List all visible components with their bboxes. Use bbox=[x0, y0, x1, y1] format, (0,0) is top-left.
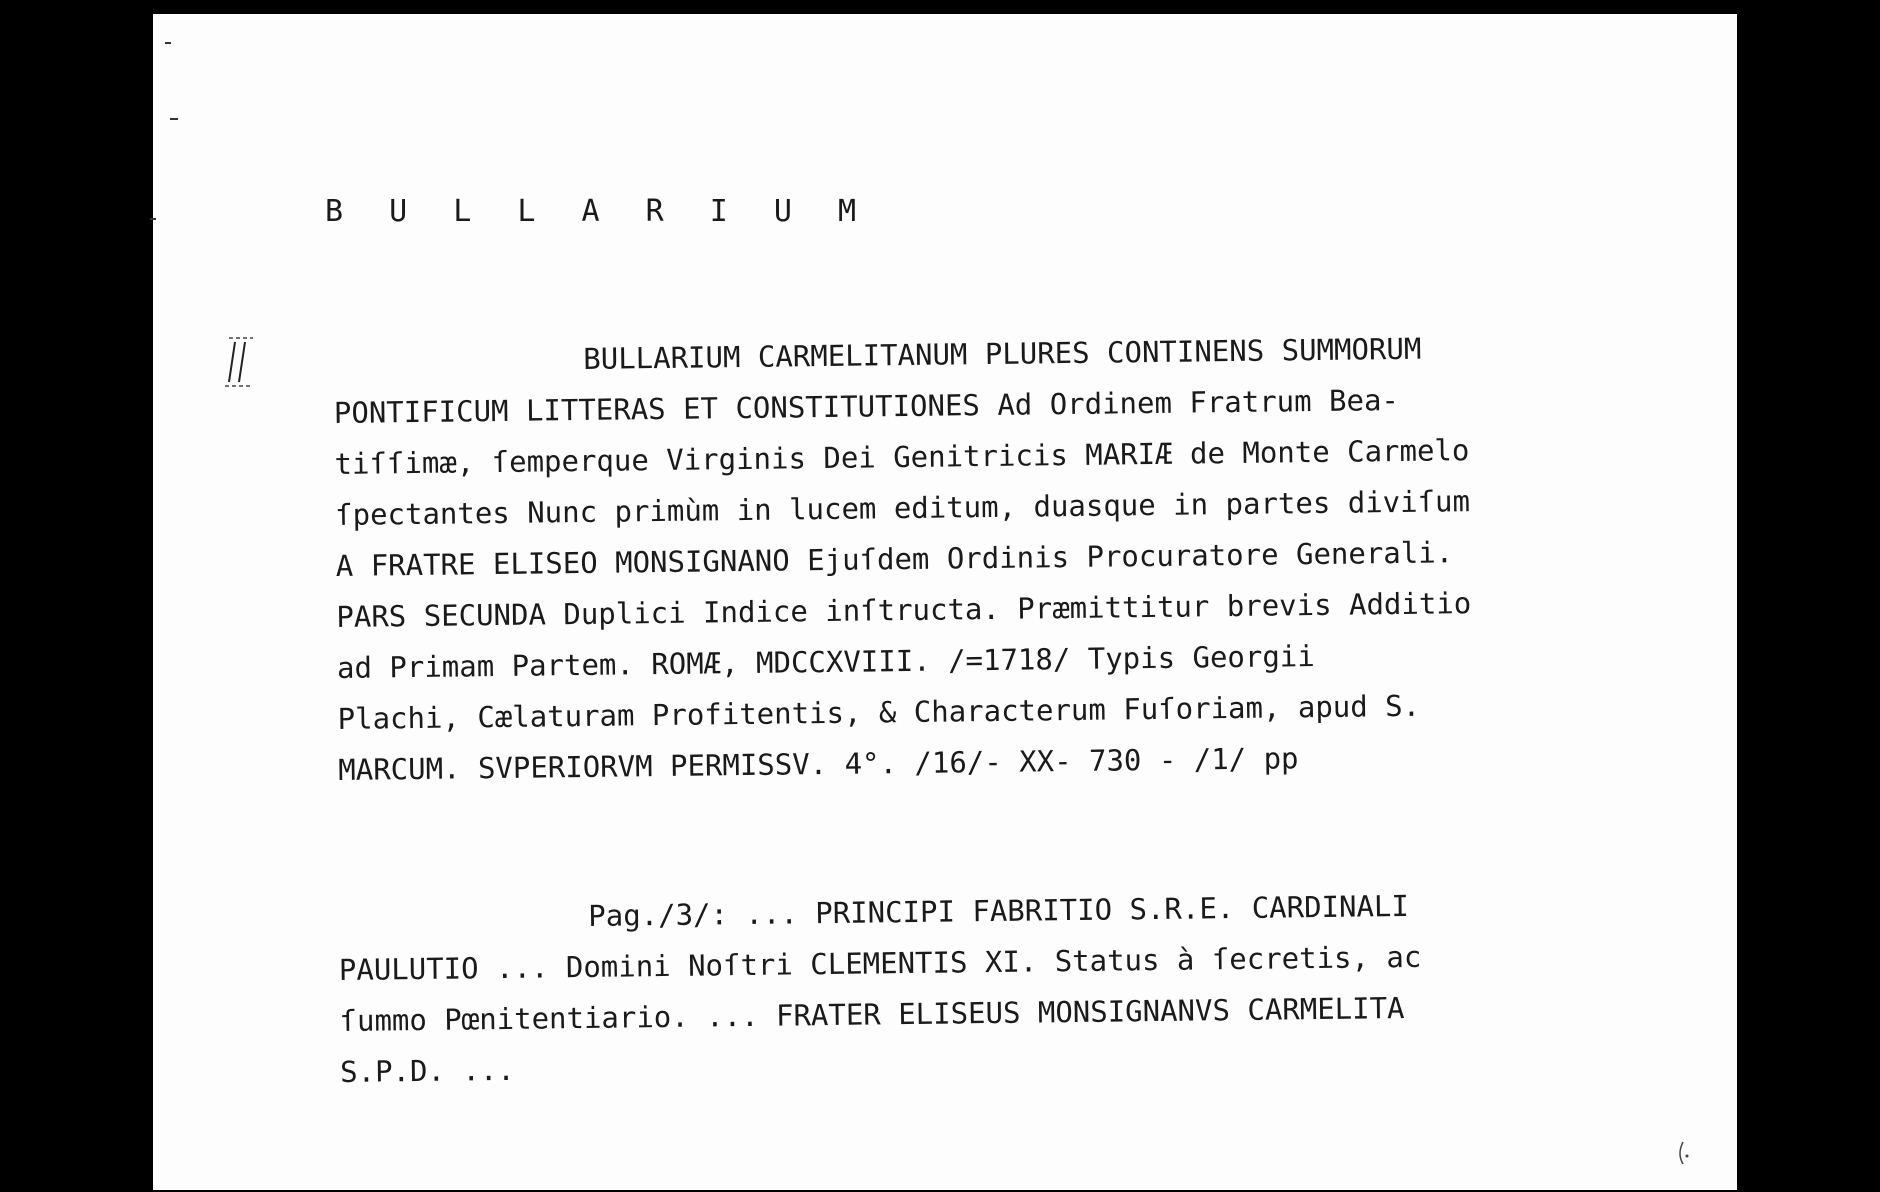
entry-line: ad Primam Partem. ROMÆ, MDCCXVIII. /=1718/ Typis Georgii bbox=[336, 639, 1315, 685]
entry-line: BULLARIUM CARMELITANUM PLURES CONTINENS SUMMORUM bbox=[583, 331, 1422, 376]
note-line: Pag./3/: ... PRINCIPI FABRITIO S.R.E. CARDINALI bbox=[588, 888, 1410, 933]
note-line: PAULUTIO ... Domini Noſtri CLEMENTIS XI. Status à ſecretis, ac bbox=[338, 939, 1422, 987]
edge-tick bbox=[170, 118, 178, 120]
edge-tick bbox=[150, 218, 156, 220]
entry-line: tiſſimæ, ſemperque Virginis Dei Genitricis MARIÆ de Monte Carmelo bbox=[334, 433, 1470, 481]
entry-line: PONTIFICUM LITTERAS ET CONSTITUTIONES Ad Ordinem Fratrum Bea- bbox=[333, 382, 1400, 430]
entry-line: MARCUM. SVPERIORVM PERMISSV. 4°. /16/- XX- 730 - /1/ pp bbox=[338, 741, 1299, 787]
catalog-card bbox=[153, 14, 1737, 1190]
entry-line: Plachi, Cælaturam Profitentis, & Characterum Fuſoriam, apud S. bbox=[337, 688, 1421, 736]
page-note bbox=[338, 881, 1423, 1098]
bibliographic-entry bbox=[333, 323, 1473, 796]
note-line: ſummo Pœnitentiario. ... FRATER ELISEUS MONSIGNANVS CARMELITA bbox=[339, 990, 1405, 1038]
entry-line: PARS SECUNDA Duplici Indice inſtructa. Præmittitur brevis Additio bbox=[336, 586, 1472, 634]
corner-pencil-mark bbox=[1673, 1134, 1703, 1174]
margin-slash-mark bbox=[223, 334, 263, 394]
card-heading: B U L L A R I U M bbox=[325, 194, 871, 229]
note-line: S.P.D. ... bbox=[339, 1052, 515, 1089]
entry-line: ſpectantes Nunc primùm in lucem editum, duasque in partes diviſum bbox=[334, 484, 1471, 532]
entry-line: A FRATRE ELISEO MONSIGNANO Ejuſdem Ordinis Procuratore Generali. bbox=[335, 535, 1454, 583]
edge-tick bbox=[165, 42, 171, 44]
